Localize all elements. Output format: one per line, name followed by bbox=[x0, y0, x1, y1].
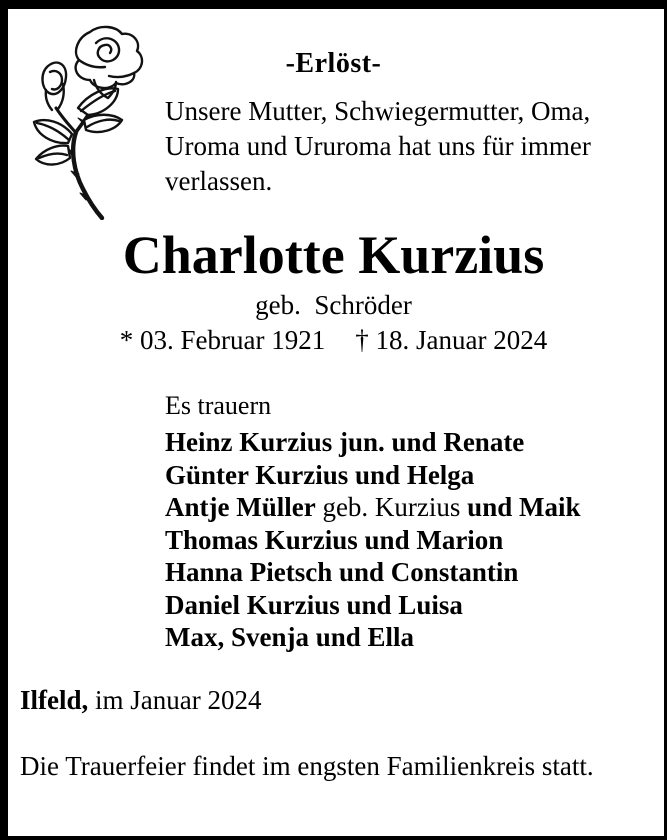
intro-line-1: Unsere Mutter, Schwiegermutter, Oma, bbox=[165, 96, 591, 126]
mourner-line: Heinz Kurzius jun. und Renate bbox=[165, 427, 525, 457]
intro-line-3: verlassen. bbox=[165, 166, 273, 196]
mourner-line: Daniel Kurzius und Luisa bbox=[165, 589, 463, 620]
closing-sentence: Die Trauerfeier findet im engsten Familienkreis statt. bbox=[20, 751, 594, 781]
mourners-list bbox=[165, 426, 580, 654]
mourner-line: Hanna Pietsch und Constantin bbox=[165, 557, 519, 587]
birth-date: * 03. Februar 1921 bbox=[119, 325, 326, 355]
place-name: Ilfeld, bbox=[20, 685, 89, 715]
maiden-name: geb. Schröder bbox=[255, 290, 412, 320]
life-dates bbox=[0, 325, 667, 356]
deceased-name: Charlotte Kurzius bbox=[122, 225, 545, 285]
mourner-line: Antje Müller geb. Kurzius und Maik bbox=[165, 492, 581, 522]
motto-text: -Erlöst- bbox=[285, 48, 382, 79]
mourner-line: Thomas Kurzius und Marion bbox=[165, 524, 504, 555]
death-date: † 18. Januar 2024 bbox=[355, 325, 548, 355]
intro-paragraph bbox=[165, 94, 625, 199]
place-date-line bbox=[20, 685, 262, 716]
intro-line-2: Uroma und Ururoma hat uns für immer bbox=[165, 131, 591, 161]
mourner-line: Günter Kurzius und Helga bbox=[165, 459, 475, 490]
mourning-intro: Es trauern bbox=[165, 391, 272, 420]
mourner-line: Max, Svenja und Ella bbox=[165, 622, 415, 652]
place-date: im Januar 2024 bbox=[88, 685, 262, 715]
